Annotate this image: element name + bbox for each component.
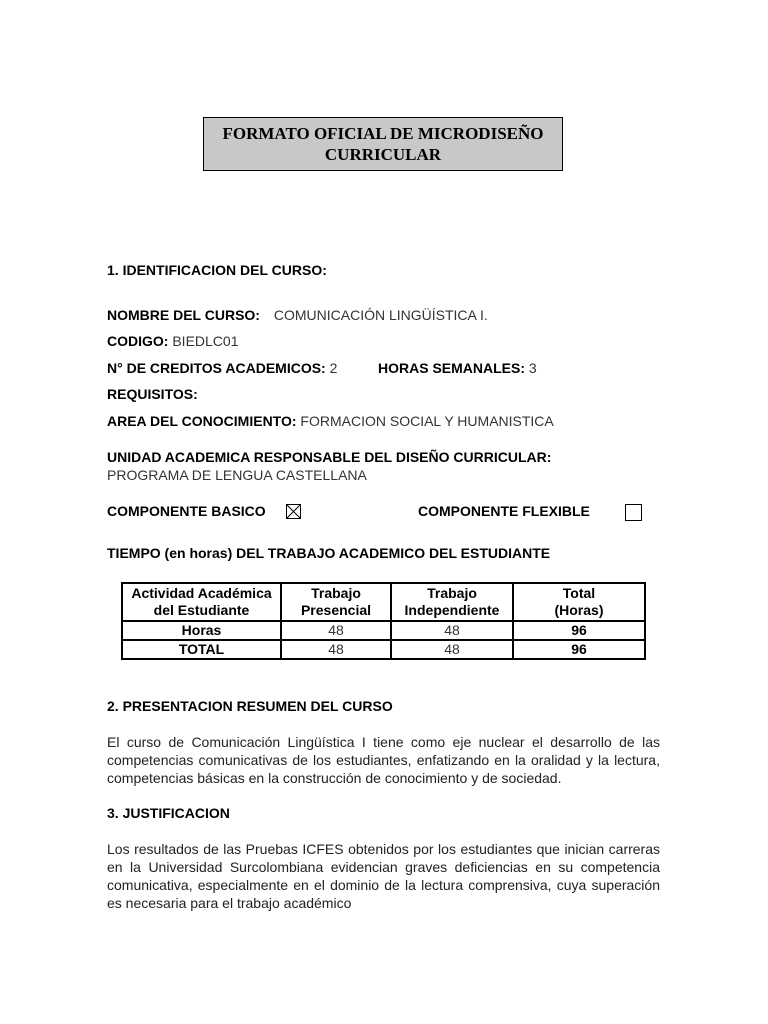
- course-code-row: [107, 333, 239, 349]
- row-total: 96: [513, 640, 645, 659]
- title-line-1: FORMATO OFICIAL DE MICRODISEÑO: [222, 124, 544, 143]
- area-row: [107, 413, 554, 429]
- header-total: Total (Horas): [513, 583, 645, 621]
- course-code-value: BIEDLC01: [172, 333, 239, 349]
- section-1-heading: 1. IDENTIFICACION DEL CURSO:: [107, 262, 327, 278]
- hours-table: [121, 582, 646, 660]
- flexible-component-label: COMPONENTE FLEXIBLE: [418, 503, 590, 519]
- course-name-value: COMUNICACIÓN LINGÜÍSTICA I.: [273, 307, 488, 323]
- requisites-label: REQUISITOS:: [107, 386, 198, 402]
- weekly-hours-value: 3: [528, 360, 537, 376]
- table-row: [122, 640, 645, 659]
- row-label: TOTAL: [122, 640, 281, 659]
- weekly-hours-label: HORAS SEMANALES:: [378, 360, 526, 376]
- flexible-component-checkbox[interactable]: [625, 504, 642, 521]
- document-title-box: [203, 117, 563, 171]
- area-label: AREA DEL CONOCIMIENTO:: [107, 413, 297, 429]
- header-independiente: Trabajo Independiente: [391, 583, 513, 621]
- credits-label: N° DE CREDITOS ACADEMICOS:: [107, 360, 326, 376]
- row-presencial: 48: [281, 640, 391, 659]
- area-value: FORMACION SOCIAL Y HUMANISTICA: [300, 413, 554, 429]
- row-independiente: 48: [391, 640, 513, 659]
- course-code-label: CODIGO:: [107, 333, 169, 349]
- row-total: 96: [513, 621, 645, 640]
- row-label: Horas: [122, 621, 281, 640]
- section-3-text: Los resultados de las Pruebas ICFES obtenidos por los estudiantes que inician carreras en la Universidad Surcolombiana evidencian graves deficiencias en su competencia comunicativa, especialmente en el dominio de la lectura comprensiva, cuya superación es necesaria para el trabajo académico: [107, 841, 660, 911]
- section-2-heading: 2. PRESENTACION RESUMEN DEL CURSO: [107, 698, 393, 714]
- header-activity: Actividad Académica del Estudiante: [122, 583, 281, 621]
- basic-component-checkbox[interactable]: [286, 504, 301, 519]
- table-row: [122, 621, 645, 640]
- section-2-text: El curso de Comunicación Lingüística I tiene como eje nuclear el desarrollo de las competencias comunicativas de los estudiantes, enfatizando en la oralidad y la lectura, competencias básicas en la construcción de conocimiento y de sociedad.: [107, 734, 660, 786]
- checkbox-cross-icon: [287, 505, 300, 518]
- academic-unit-label: UNIDAD ACADEMICA RESPONSABLE DEL DISEÑO CURRICULAR:: [107, 449, 552, 465]
- academic-unit-value: PROGRAMA DE LENGUA CASTELLANA: [107, 467, 367, 483]
- course-name-label: NOMBRE DEL CURSO:: [107, 307, 260, 323]
- time-heading: TIEMPO (en horas) DEL TRABAJO ACADEMICO DEL ESTUDIANTE: [107, 545, 551, 561]
- course-name-row: [107, 307, 488, 323]
- credits-value: 2: [329, 360, 338, 376]
- header-presencial: Trabajo Presencial: [281, 583, 391, 621]
- basic-component-label: COMPONENTE BASICO: [107, 503, 266, 519]
- section-3-heading: 3. JUSTIFICACION: [107, 805, 230, 821]
- credits-row: [107, 360, 337, 376]
- row-presencial: 48: [281, 621, 391, 640]
- row-independiente: 48: [391, 621, 513, 640]
- hours-table-header-row: [122, 583, 645, 621]
- weekly-hours-row: [378, 360, 537, 376]
- title-line-2: CURRICULAR: [324, 145, 442, 164]
